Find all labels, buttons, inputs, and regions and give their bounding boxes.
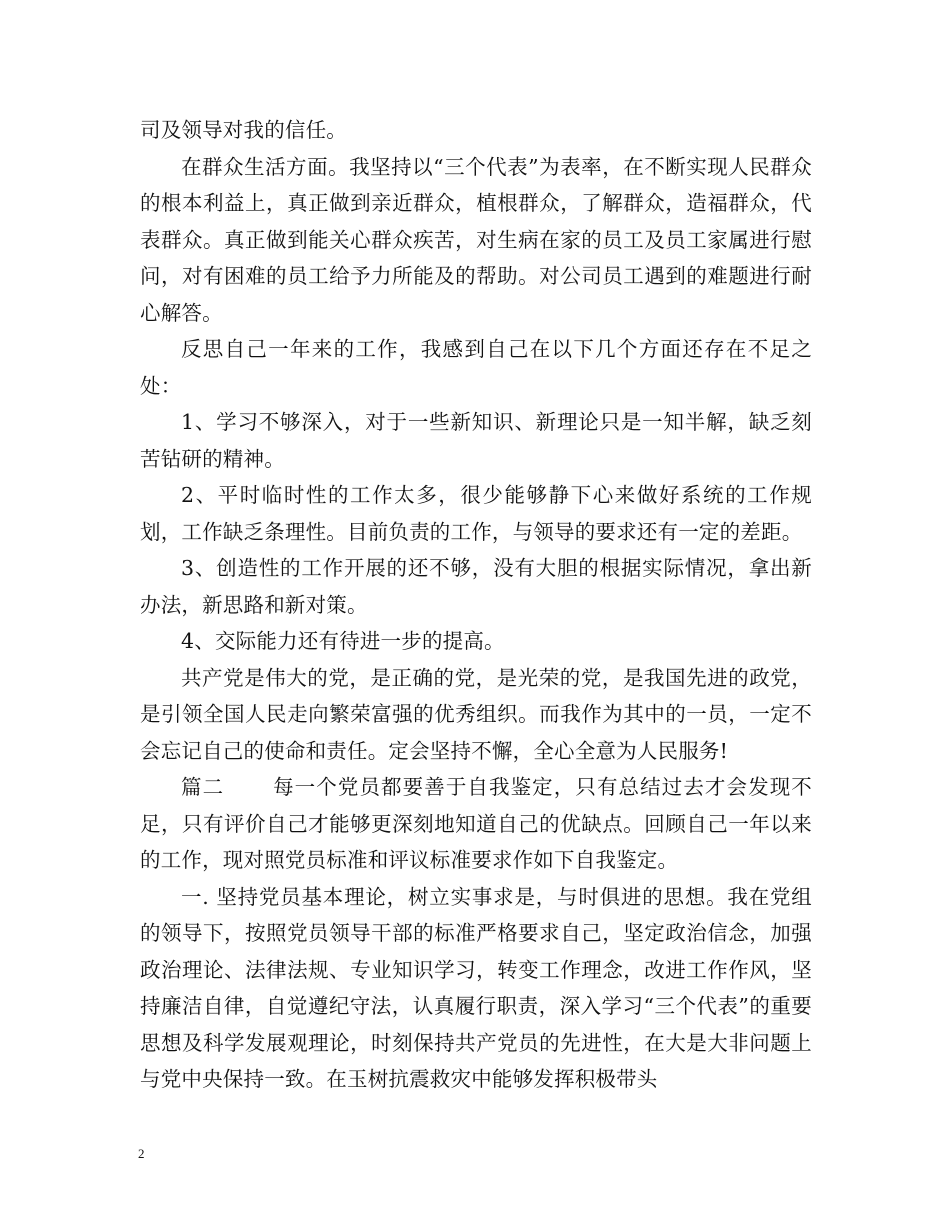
paragraph-point-one: 一. 坚持党员基本理论，树立实事求是，与时俱进的思想。我在党组的领导下，按照党员领导干部的标准严格要求自己，坚定政治信念，加强政治理论、法律法规、专业知识学习，转变工作理念，改进工作作风，坚持廉洁自律，自觉遵纪守法，认真履行职责，深入学习“三个代表”的重要思想及科学发展观理论，时刻保持共产党员的先进性，在大是大非问题上与党中央保持一致。在玉树抗震救灾中能够发挥积极带头 — [140, 884, 812, 1091]
paragraph-continuation: 司及领导对我的信任。 — [140, 118, 347, 142]
list-item-3: 3、创造性的工作开展的还不够，没有大胆的根据实际情况，拿出新办法，新思路和新对策。 — [140, 556, 812, 617]
paragraph-party: 共产党是伟大的党，是正确的党，是光荣的党，是我国先进的政党，是引领全国人民走向繁荣富强的优秀组织。而我作为其中的一员，一定不会忘记自己的使命和责任。定会坚持不懈，全心全意为人民服务! — [140, 665, 812, 763]
page-number: 2 — [138, 1146, 145, 1161]
section-text: 每一个党员都要善于自我鉴定，只有总结过去才会发现不足，只有评价自己才能够更深刻地知道自己的优缺点。回顾自己一年以来的工作，现对照党员标准和评议标准要求作如下自我鉴定。 — [140, 775, 812, 872]
list-item-4: 4、交际能力还有待进一步的提高。 — [181, 629, 505, 653]
paragraph-section-two — [140, 769, 812, 879]
list-item-2: 2、平时临时性的工作太多，很少能够静下心来做好系统的工作规划，工作缺乏条理性。目前负责的工作，与领导的要求还有一定的差距。 — [140, 483, 812, 544]
paragraph-reflection: 反思自己一年来的工作，我感到自己在以下几个方面还存在不足之处： — [140, 337, 812, 398]
list-item-1: 1、学习不够深入，对于一些新知识、新理论只是一知半解，缺乏刻苦钻研的精神。 — [140, 410, 812, 471]
section-label: 篇二 — [181, 775, 225, 799]
paragraph-mass-life: 在群众生活方面。我坚持以“三个代表”为表率，在不断实现人民群众的根本利益上，真正做到亲近群众，植根群众，了解群众，造福群众，代表群众。真正做到能关心群众疾苦，对生病在家的员工及员工家属进行慰问，对有困难的员工给予力所能及的帮助。对公司员工遇到的难题进行耐心解答。 — [140, 154, 812, 325]
document-body — [140, 112, 812, 1098]
